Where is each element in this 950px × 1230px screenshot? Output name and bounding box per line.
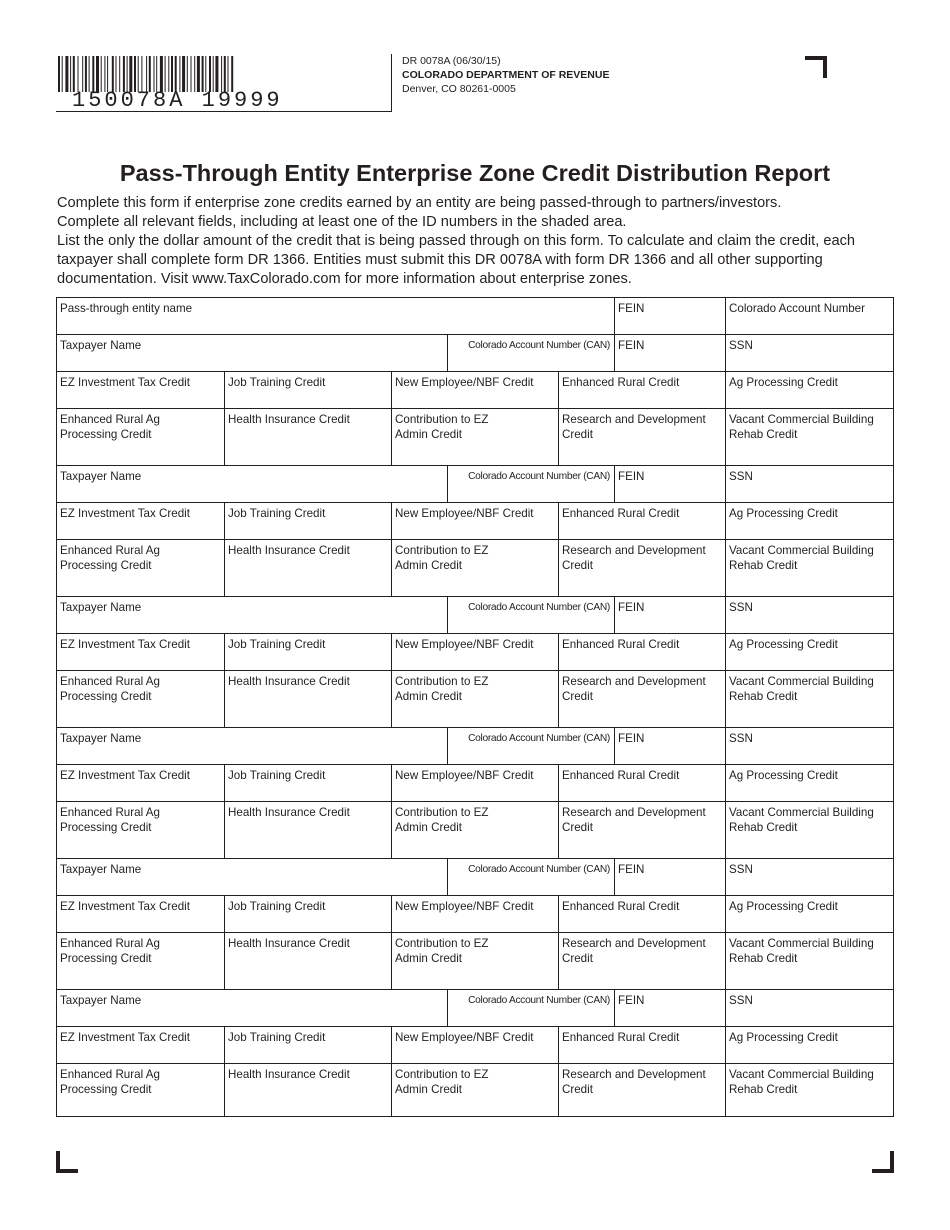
taxpayer-name-field[interactable] (57, 990, 448, 1027)
credit-field-label: Enhanced Rural Credit (562, 507, 680, 520)
corner-mark-bottom-left (56, 1151, 78, 1173)
credit-field[interactable] (392, 671, 559, 728)
credit-field[interactable] (559, 765, 726, 802)
credit-field[interactable] (57, 1027, 225, 1064)
taxpayer-can-field-label: Colorado Account Number (CAN) (468, 471, 610, 482)
credit-field-label: Job Training Credit (228, 769, 326, 782)
credit-field-label: Vacant Commercial Building (729, 1068, 874, 1081)
credit-field-label: EZ Investment Tax Credit (60, 507, 190, 520)
credit-field[interactable] (559, 802, 726, 859)
credit-field-label: Research and Development (562, 544, 706, 557)
credit-field-label: Rehab Credit (729, 1083, 798, 1096)
barcode-bar (202, 56, 204, 92)
credit-field[interactable] (225, 1064, 392, 1116)
credit-field-label: Admin Credit (395, 690, 463, 703)
taxpayer-fein-field[interactable] (615, 990, 726, 1027)
credit-field-label: Admin Credit (395, 559, 463, 572)
taxpayer-fein-field[interactable] (615, 597, 726, 634)
form-id: DR 0078A (06/30/15) (402, 55, 501, 67)
taxpayer-name-field-label: Taxpayer Name (60, 732, 142, 745)
barcode-bar (213, 56, 214, 92)
credit-field[interactable] (225, 409, 392, 466)
credit-field-label: Research and Development (562, 675, 706, 688)
entity-fein-field-label: FEIN (618, 302, 645, 315)
credit-field-label: Vacant Commercial Building (729, 806, 874, 819)
taxpayer-ssn-field-label: SSN (729, 470, 753, 483)
taxpayer-name-field[interactable] (57, 728, 448, 765)
credit-field[interactable] (225, 372, 392, 409)
credit-field-label: Credit (562, 428, 593, 441)
credit-field-label: Processing Credit (60, 559, 152, 572)
barcode-bar (187, 56, 188, 92)
credit-field-label: Enhanced Rural Credit (562, 900, 680, 913)
credit-field[interactable] (225, 765, 392, 802)
credit-field-label: Health Insurance Credit (228, 413, 350, 426)
credit-field[interactable] (726, 503, 893, 540)
credit-field[interactable] (559, 1027, 726, 1064)
barcode-bar (85, 56, 87, 92)
credit-field[interactable] (57, 540, 225, 597)
barcode-bar (160, 56, 163, 92)
taxpayer-can-field[interactable] (448, 335, 615, 372)
barcode-bar (101, 56, 102, 92)
taxpayer-can-field-label: Colorado Account Number (CAN) (468, 864, 610, 875)
credit-field[interactable] (225, 671, 392, 728)
taxpayer-name-field-label: Taxpayer Name (60, 863, 142, 876)
credit-field[interactable] (392, 540, 559, 597)
taxpayer-ssn-field-label: SSN (729, 732, 753, 745)
taxpayer-fein-field[interactable] (615, 728, 726, 765)
credit-field[interactable] (726, 896, 893, 933)
barcode-bar (96, 56, 99, 92)
distribution-form (56, 297, 894, 1117)
credit-field-label: Admin Credit (395, 428, 463, 441)
barcode-bar (138, 56, 139, 92)
taxpayer-ssn-field[interactable] (726, 335, 893, 372)
taxpayer-name-field[interactable] (57, 466, 448, 503)
credit-field-label: Credit (562, 690, 593, 703)
instructions-line-1: Complete this form if enterprise zone credits earned by an entity are being passed-through to partners/investors. (57, 195, 782, 211)
barcode-bar (205, 56, 206, 92)
taxpayer-fein-field-label: FEIN (618, 470, 645, 483)
credit-field[interactable] (57, 765, 225, 802)
barcode-bar (127, 56, 128, 92)
barcode-bar (228, 56, 229, 92)
credit-field-label: Health Insurance Credit (228, 806, 350, 819)
entity-can-field[interactable] (726, 298, 893, 335)
credit-field-label: Credit (562, 821, 593, 834)
taxpayer-can-field-label: Colorado Account Number (CAN) (468, 733, 610, 744)
credit-field-label: Processing Credit (60, 821, 152, 834)
credit-field-label: Rehab Credit (729, 428, 798, 441)
instructions (57, 194, 897, 289)
taxpayer-fein-field-label: FEIN (618, 339, 645, 352)
barcode-bar (154, 56, 155, 92)
credit-field[interactable] (559, 896, 726, 933)
credit-field-label: Credit (562, 559, 593, 572)
taxpayer-ssn-field-label: SSN (729, 863, 753, 876)
credit-field-label: New Employee/NBF Credit (395, 900, 534, 913)
credit-field[interactable] (57, 503, 225, 540)
taxpayer-name-field[interactable] (57, 335, 448, 372)
barcode-block (56, 54, 392, 112)
barcode-bar (73, 56, 75, 92)
barcode-image (58, 56, 310, 92)
barcode-bar (134, 56, 136, 92)
barcode-bar (146, 56, 147, 92)
credit-field[interactable] (225, 634, 392, 671)
barcode-bar (104, 56, 105, 92)
barcode-bar (65, 56, 68, 92)
credit-field-label: Ag Processing Credit (729, 507, 838, 520)
credit-field-label: EZ Investment Tax Credit (60, 900, 190, 913)
credit-field[interactable] (726, 409, 893, 466)
credit-field[interactable] (726, 540, 893, 597)
credit-field-label: Processing Credit (60, 690, 152, 703)
credit-field-label: Enhanced Rural Ag (60, 937, 160, 950)
credit-field-label: Rehab Credit (729, 952, 798, 965)
credit-field-label: Enhanced Rural Ag (60, 675, 160, 688)
credit-field[interactable] (225, 1027, 392, 1064)
credit-field[interactable] (726, 802, 893, 859)
barcode-bar (89, 56, 90, 92)
credit-field[interactable] (559, 540, 726, 597)
credit-field-label: Contribution to EZ (395, 937, 489, 950)
barcode-bar (179, 56, 180, 92)
credit-field[interactable] (726, 671, 893, 728)
taxpayer-name-field-label: Taxpayer Name (60, 470, 142, 483)
barcode-bar (221, 56, 222, 92)
barcode-bar (58, 56, 60, 92)
credit-field[interactable] (392, 765, 559, 802)
credit-field-label: Credit (562, 952, 593, 965)
barcode-bar (149, 56, 151, 92)
credit-field-label: Ag Processing Credit (729, 638, 838, 651)
barcode-bar (197, 56, 200, 92)
credit-field[interactable] (559, 671, 726, 728)
credit-field-label: Research and Development (562, 1068, 706, 1081)
credit-field-label: Ag Processing Credit (729, 769, 838, 782)
taxpayer-fein-field-label: FEIN (618, 601, 645, 614)
form-header (402, 54, 609, 96)
credit-field-label: Health Insurance Credit (228, 937, 350, 950)
taxpayer-ssn-field-label: SSN (729, 339, 753, 352)
credit-field-label: Processing Credit (60, 952, 152, 965)
credit-field-label: Enhanced Rural Ag (60, 544, 160, 557)
barcode-bar (209, 56, 211, 92)
credit-field-label: Vacant Commercial Building (729, 413, 874, 426)
credit-field-label: Contribution to EZ (395, 413, 489, 426)
taxpayer-can-field-label: Colorado Account Number (CAN) (468, 340, 610, 351)
credit-field-label: Enhanced Rural Credit (562, 769, 680, 782)
credit-field-label: Credit (562, 1083, 593, 1096)
credit-field-label: Ag Processing Credit (729, 900, 838, 913)
taxpayer-fein-field-label: FEIN (618, 732, 645, 745)
taxpayer-ssn-field[interactable] (726, 859, 893, 896)
credit-field-label: Admin Credit (395, 821, 463, 834)
credit-field[interactable] (57, 372, 225, 409)
entity-fein-field[interactable] (615, 298, 726, 335)
taxpayer-ssn-field-label: SSN (729, 601, 753, 614)
credit-field-label: Vacant Commercial Building (729, 544, 874, 557)
credit-field[interactable] (726, 1064, 893, 1116)
credit-field-label: Research and Development (562, 806, 706, 819)
credit-field-label: Admin Credit (395, 1083, 463, 1096)
credit-field-label: EZ Investment Tax Credit (60, 638, 190, 651)
credit-field-label: Job Training Credit (228, 507, 326, 520)
barcode-bar (78, 56, 79, 92)
barcode-bar (112, 56, 114, 92)
taxpayer-name-field-label: Taxpayer Name (60, 994, 142, 1007)
instructions-line-3: List the only the dollar amount of the credit that is being passed through on this form. To calculate and claim the credit, each taxpayer shall complete form DR 1366. Entities must submit this DR 0078A with form DR 1366 and all other supporting documentation. Visit www.TaxColorado.com for more information about enterprise zones. (57, 233, 855, 287)
taxpayer-can-field-label: Colorado Account Number (CAN) (468, 995, 610, 1006)
entity-name-field[interactable] (57, 298, 615, 335)
credit-field[interactable] (392, 409, 559, 466)
credit-field-label: Enhanced Rural Ag (60, 806, 160, 819)
barcode-bar (168, 56, 169, 92)
taxpayer-name-field-label: Taxpayer Name (60, 601, 142, 614)
credit-field-label: Job Training Credit (228, 900, 326, 913)
department-name: COLORADO DEPARTMENT OF REVENUE (402, 69, 610, 81)
credit-field[interactable] (726, 765, 893, 802)
credit-field-label: Enhanced Rural Credit (562, 1031, 680, 1044)
taxpayer-ssn-field[interactable] (726, 466, 893, 503)
barcode-bar (70, 56, 71, 92)
credit-field-label: Rehab Credit (729, 559, 798, 572)
taxpayer-name-field[interactable] (57, 859, 448, 896)
credit-field[interactable] (559, 1064, 726, 1116)
credit-field-label: EZ Investment Tax Credit (60, 769, 190, 782)
barcode-bar (62, 56, 63, 92)
credit-field[interactable] (726, 1027, 893, 1064)
credit-field[interactable] (559, 372, 726, 409)
taxpayer-ssn-field[interactable] (726, 990, 893, 1027)
credit-field-label: New Employee/NBF Credit (395, 638, 534, 651)
barcode-bar (107, 56, 108, 92)
credit-field-label: Contribution to EZ (395, 675, 489, 688)
credit-field-label: Health Insurance Credit (228, 675, 350, 688)
barcode-bar (224, 56, 226, 92)
barcode-bar (194, 56, 195, 92)
barcode-number: 150078A 19999 (72, 88, 283, 113)
taxpayer-can-field-label: Colorado Account Number (CAN) (468, 602, 610, 613)
credit-field-label: Contribution to EZ (395, 806, 489, 819)
credit-field[interactable] (225, 802, 392, 859)
taxpayer-ssn-field[interactable] (726, 597, 893, 634)
credit-field-label: Job Training Credit (228, 638, 326, 651)
barcode-bar (191, 56, 192, 92)
credit-field-label: Job Training Credit (228, 376, 326, 389)
barcode-bar (165, 56, 166, 92)
credit-field[interactable] (225, 503, 392, 540)
taxpayer-fein-field-label: FEIN (618, 994, 645, 1007)
credit-field-label: Research and Development (562, 937, 706, 950)
credit-field[interactable] (392, 503, 559, 540)
taxpayer-can-field[interactable] (448, 466, 615, 503)
credit-field-label: EZ Investment Tax Credit (60, 1031, 190, 1044)
credit-field-label: Admin Credit (395, 952, 463, 965)
credit-field[interactable] (392, 896, 559, 933)
credit-field-label: Rehab Credit (729, 690, 798, 703)
credit-field[interactable] (225, 933, 392, 990)
credit-field-label: Ag Processing Credit (729, 376, 838, 389)
credit-field[interactable] (392, 1064, 559, 1116)
credit-field[interactable] (392, 372, 559, 409)
barcode-bar (141, 56, 142, 92)
taxpayer-can-field[interactable] (448, 990, 615, 1027)
credit-field-label: Health Insurance Credit (228, 1068, 350, 1081)
barcode-bar (156, 56, 157, 92)
credit-field-label: New Employee/NBF Credit (395, 1031, 534, 1044)
taxpayer-fein-field[interactable] (615, 859, 726, 896)
credit-field[interactable] (392, 634, 559, 671)
credit-field-label: Enhanced Rural Credit (562, 638, 680, 651)
credit-field-label: New Employee/NBF Credit (395, 376, 534, 389)
taxpayer-fein-field[interactable] (615, 466, 726, 503)
entity-can-field-label: Colorado Account Number (729, 302, 865, 315)
corner-mark-bottom-right (872, 1151, 894, 1173)
department-address: Denver, CO 80261-0005 (402, 83, 516, 95)
credit-field[interactable] (559, 409, 726, 466)
credit-field[interactable] (559, 933, 726, 990)
credit-field[interactable] (57, 671, 225, 728)
credit-field[interactable] (392, 802, 559, 859)
credit-field[interactable] (392, 1027, 559, 1064)
taxpayer-fein-field-label: FEIN (618, 863, 645, 876)
credit-field-label: Rehab Credit (729, 821, 798, 834)
taxpayer-ssn-field-label: SSN (729, 994, 753, 1007)
credit-field[interactable] (726, 372, 893, 409)
corner-mark-top-right (805, 56, 827, 78)
barcode-bar (182, 56, 185, 92)
credit-field-label: Vacant Commercial Building (729, 937, 874, 950)
barcode-bar (175, 56, 177, 92)
taxpayer-can-field[interactable] (448, 597, 615, 634)
credit-field-label: Enhanced Rural Ag (60, 413, 160, 426)
credit-field-label: New Employee/NBF Credit (395, 507, 534, 520)
credit-field-label: Enhanced Rural Ag (60, 1068, 160, 1081)
barcode-bar (231, 56, 233, 92)
credit-field[interactable] (225, 896, 392, 933)
credit-field[interactable] (57, 1064, 225, 1116)
taxpayer-can-field[interactable] (448, 859, 615, 896)
credit-field[interactable] (57, 634, 225, 671)
entity-name-field-label: Pass-through entity name (60, 302, 193, 315)
credit-field[interactable] (57, 933, 225, 990)
page-title: Pass-Through Entity Enterprise Zone Credit Distribution Report (119, 160, 831, 186)
credit-field-label: New Employee/NBF Credit (395, 769, 534, 782)
taxpayer-name-field-label: Taxpayer Name (60, 339, 142, 352)
taxpayer-fein-field[interactable] (615, 335, 726, 372)
credit-field[interactable] (57, 896, 225, 933)
barcode-bar (123, 56, 125, 92)
barcode-bar (119, 56, 120, 92)
credit-field[interactable] (57, 802, 225, 859)
credit-field[interactable] (559, 503, 726, 540)
credit-field-label: EZ Investment Tax Credit (60, 376, 190, 389)
credit-field-label: Contribution to EZ (395, 544, 489, 557)
credit-field-label: Enhanced Rural Credit (562, 376, 680, 389)
credit-field-label: Contribution to EZ (395, 1068, 489, 1081)
barcode-bar (129, 56, 132, 92)
taxpayer-ssn-field[interactable] (726, 728, 893, 765)
barcode-bar (82, 56, 83, 92)
credit-field[interactable] (726, 634, 893, 671)
credit-field-label: Ag Processing Credit (729, 1031, 838, 1044)
credit-field-label: Vacant Commercial Building (729, 675, 874, 688)
credit-field[interactable] (392, 933, 559, 990)
credit-field-label: Job Training Credit (228, 1031, 326, 1044)
barcode-bar (116, 56, 117, 92)
instructions-line-2: Complete all relevant fields, including at least one of the ID numbers in the shaded area. (57, 214, 627, 230)
credit-field[interactable] (225, 540, 392, 597)
credit-field-label: Health Insurance Credit (228, 544, 350, 557)
credit-field[interactable] (559, 634, 726, 671)
barcode-bar (215, 56, 218, 92)
credit-field[interactable] (57, 409, 225, 466)
barcode-bar (171, 56, 173, 92)
credit-field-label: Research and Development (562, 413, 706, 426)
taxpayer-name-field[interactable] (57, 597, 448, 634)
taxpayer-can-field[interactable] (448, 728, 615, 765)
credit-field-label: Processing Credit (60, 428, 152, 441)
credit-field-label: Processing Credit (60, 1083, 152, 1096)
barcode-bar (92, 56, 94, 92)
credit-field[interactable] (726, 933, 893, 990)
